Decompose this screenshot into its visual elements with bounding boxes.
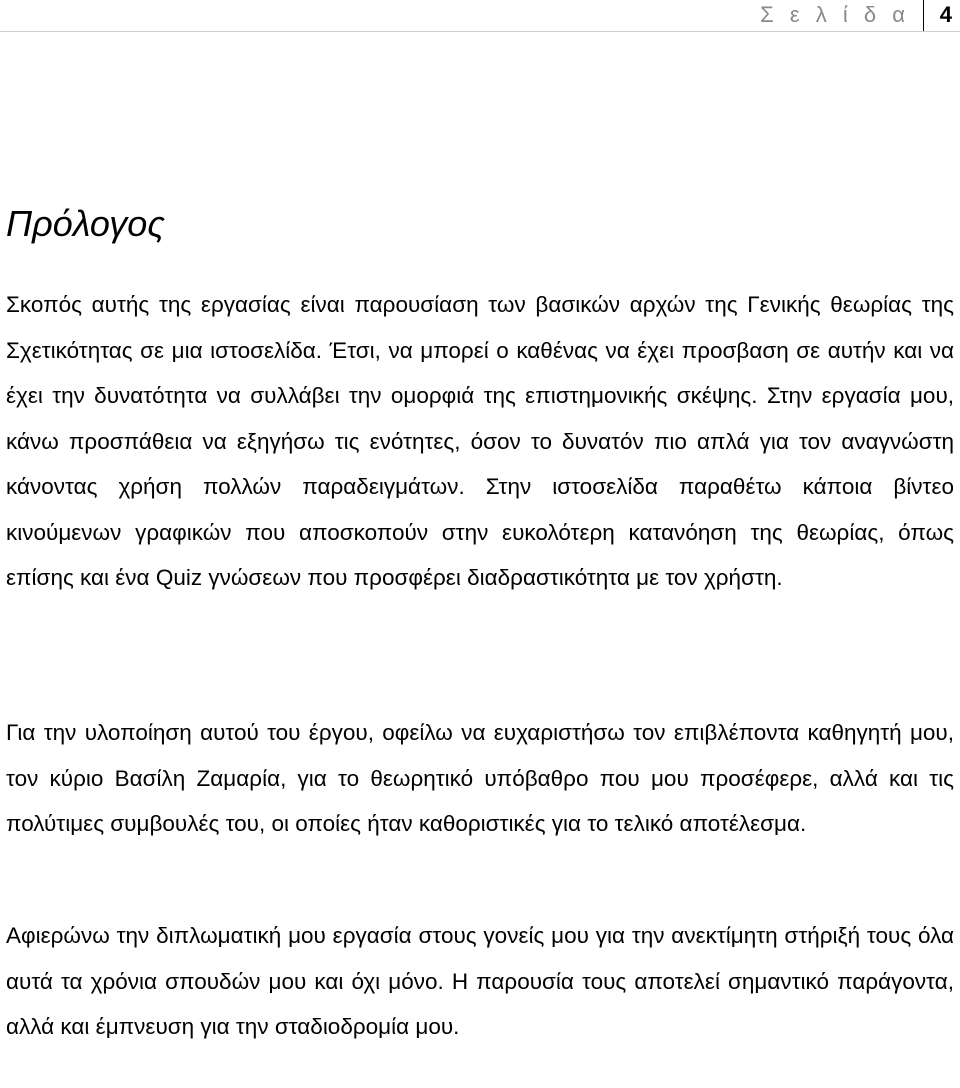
paragraph-dedication: Αφιερώνω την διπλωματική μου εργασία στους γονείς μου για την ανεκτίμητη στήριξή τους όλα αυτά τα χρόνια σπουδών μου και όχι μόνο. Η παρουσία τους αποτελεί σημαντικό παράγοντα, αλλά και έμπνευση για την σταδιοδρομία μου.: [6, 923, 954, 1039]
page-label: Σ ε λ ί δ α: [760, 2, 910, 27]
page-header: [0, 0, 960, 32]
paragraph-acknowledgements: Για την υλοποίηση αυτού του έργου, οφείλω να ευχαριστήσω τον επιβλέποντα καθηγητή μου, τον κύριο Βασίλη Ζαμαρία, για το θεωρητικό υπόβαθρο που μου προσέφερε, αλλά και τις πολύτιμες συμβουλές του, οι οποίες ήταν καθοριστικές για το τελικό αποτέλεσμα.: [6, 720, 954, 836]
section-title: Πρόλογος: [6, 203, 165, 244]
page-number: 4: [939, 2, 952, 27]
header-separator: [923, 0, 924, 31]
paragraph-purpose: Σκοπός αυτής της εργασίας είναι παρουσίαση των βασικών αρχών της Γενικής θεωρίας της Σχετικότητας σε μια ιστοσελίδα. Έτσι, να μπορεί ο καθένας να έχει προσβαση σε αυτήν και να έχει την δυνατότητα να συλλάβει την ομορφιά της επιστημονικής σκέψης. Στην εργασία μου, κάνω προσπάθεια να εξηγήσω τις ενότητες, όσον το δυνατόν πιο απλά για τον αναγνώστη κάνοντας χρήση πολλών παραδειγμάτων. Στην ιστοσελίδα παραθέτω κάποια βίντεο κινούμενων γραφικών που αποσκοπούν στην ευκολότερη κατανόηση της θεωρίας, όπως επίσης και ένα Quiz γνώσεων που προσφέρει διαδραστικότητα με τον χρήστη.: [6, 292, 954, 590]
